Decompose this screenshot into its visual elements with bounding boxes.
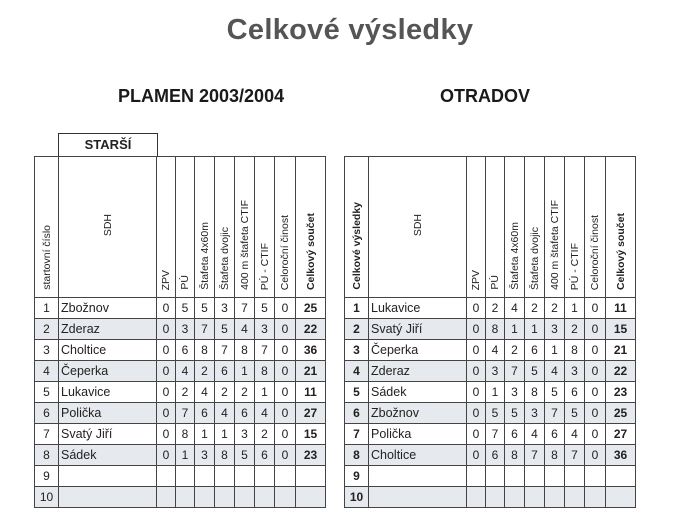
results-table-start-order (34, 156, 326, 508)
table-cell: 2 (545, 298, 565, 319)
table-cell: 0 (275, 445, 296, 466)
venue-name: OTRADOV (440, 86, 530, 106)
table-cell: 7 (235, 298, 255, 319)
table-cell: 22 (606, 361, 636, 382)
column-header-label: Štafeta dvojic (218, 226, 231, 290)
table-cell: 1 (486, 382, 505, 403)
table-cell: 7 (545, 403, 565, 424)
table-cell: 6 (35, 403, 59, 424)
table-cell: 8 (35, 445, 59, 466)
table-cell: 0 (275, 298, 296, 319)
column-header-label: ZPV (470, 269, 482, 290)
table-row (35, 319, 326, 340)
table-cell: 5 (195, 298, 215, 319)
column-header (176, 157, 195, 298)
table-cell: 4 (545, 361, 565, 382)
table-cell: 0 (157, 382, 176, 403)
table-cell: 3 (486, 361, 505, 382)
table-cell: 0 (275, 403, 296, 424)
table-cell: 2 (195, 361, 215, 382)
column-header (467, 157, 486, 298)
table-cell: 7 (215, 340, 235, 361)
column-header (275, 157, 296, 298)
column-header-label: Štafeta dvojic (528, 226, 541, 290)
table-row (35, 382, 326, 403)
table-cell: 23 (606, 382, 636, 403)
table-cell: 4 (35, 361, 59, 382)
table-cell: 1 (35, 298, 59, 319)
table-cell: 3 (215, 298, 235, 319)
table-cell (195, 487, 215, 508)
table-cell (606, 466, 636, 487)
table-cell: 5 (486, 403, 505, 424)
table-cell: 9 (345, 466, 369, 487)
table-cell: 0 (275, 340, 296, 361)
table-row (35, 403, 326, 424)
table-cell: 2 (235, 382, 255, 403)
table-cell: 5 (255, 298, 275, 319)
table-cell (369, 466, 467, 487)
table-cell: 0 (467, 445, 486, 466)
column-header-label: startovní číslo (40, 225, 53, 290)
table-row (345, 487, 636, 508)
table-cell: 2 (176, 382, 195, 403)
table-cell: 4 (195, 382, 215, 403)
table-cell: 2 (345, 319, 369, 340)
table-cell: 2 (486, 298, 505, 319)
table-cell: 6 (235, 403, 255, 424)
column-header-label: PÚ (179, 275, 191, 290)
table-cell: 0 (157, 298, 176, 319)
table-cell (275, 487, 296, 508)
table-cell: 0 (275, 361, 296, 382)
table-cell: 1 (525, 319, 545, 340)
table-cell: 3 (545, 319, 565, 340)
table-cell: 22 (296, 319, 326, 340)
table-cell (505, 487, 525, 508)
table-cell: 1 (545, 340, 565, 361)
table-cell: 3 (195, 445, 215, 466)
table-cell: 5 (35, 382, 59, 403)
table-cell: 5 (345, 382, 369, 403)
column-header (255, 157, 275, 298)
table-cell (545, 487, 565, 508)
table-cell: 8 (235, 340, 255, 361)
table-cell: 6 (545, 424, 565, 445)
table-cell: 7 (176, 403, 195, 424)
table-cell (235, 466, 255, 487)
table-cell: 0 (157, 424, 176, 445)
table-cell: 21 (606, 340, 636, 361)
table-cell: 36 (296, 340, 326, 361)
table-cell: 0 (157, 340, 176, 361)
table-cell (215, 466, 235, 487)
column-header-label: Štafeta 4x60m (198, 222, 211, 290)
table-cell: 27 (296, 403, 326, 424)
table-row (345, 466, 636, 487)
column-header (585, 157, 606, 298)
table-cell: Čeperka (59, 361, 157, 382)
table-cell (157, 487, 176, 508)
table-cell: 1 (235, 361, 255, 382)
table-cell: 3 (525, 403, 545, 424)
table-cell: 7 (525, 445, 545, 466)
table-cell: 8 (525, 382, 545, 403)
table-cell: 8 (545, 445, 565, 466)
table-cell: 0 (275, 382, 296, 403)
table-cell: Zderaz (59, 319, 157, 340)
table-cell: 3 (35, 340, 59, 361)
competition-name: PLAMEN 2003/2004 (118, 86, 285, 106)
column-header-label: SDH (411, 214, 424, 237)
table-cell: 5 (215, 319, 235, 340)
table-cell: 2 (35, 319, 59, 340)
column-header (545, 157, 565, 298)
table-cell (59, 466, 157, 487)
table-cell: 6 (565, 382, 585, 403)
table-cell: 25 (296, 298, 326, 319)
table-cell: 3 (565, 361, 585, 382)
column-header-label: Celoroční činost (279, 214, 291, 290)
table-cell (505, 466, 525, 487)
table-cell (467, 487, 486, 508)
table-cell: 0 (467, 424, 486, 445)
table-cell: 1 (255, 382, 275, 403)
table-cell: 0 (467, 340, 486, 361)
table-cell: 1 (505, 319, 525, 340)
table-cell: 0 (467, 382, 486, 403)
column-header-label: PÚ (489, 275, 501, 290)
table-cell: 10 (345, 487, 369, 508)
column-header (296, 157, 326, 298)
table-cell: 8 (215, 445, 235, 466)
table-cell: 0 (157, 403, 176, 424)
table-cell: 8 (176, 424, 195, 445)
column-header (215, 157, 235, 298)
table-cell: 2 (255, 424, 275, 445)
table-cell: Svatý Jiří (369, 319, 467, 340)
table-cell: 0 (585, 445, 606, 466)
table-cell: 3 (505, 382, 525, 403)
table-cell: 1 (176, 445, 195, 466)
table-cell: 8 (345, 445, 369, 466)
table-cell: 7 (195, 319, 215, 340)
table-cell (585, 487, 606, 508)
table-cell: 11 (296, 382, 326, 403)
table-cell: 21 (296, 361, 326, 382)
table-cell: 8 (195, 340, 215, 361)
table-cell (215, 487, 235, 508)
table-cell: 6 (195, 403, 215, 424)
table-cell: Čeperka (369, 340, 467, 361)
table-cell: 0 (467, 361, 486, 382)
table-cell: 0 (157, 361, 176, 382)
table-cell: 27 (606, 424, 636, 445)
table-cell: 8 (255, 361, 275, 382)
column-header (35, 157, 59, 298)
table-cell: Lukavice (59, 382, 157, 403)
results-table-overall (344, 156, 636, 508)
table-cell: 36 (606, 445, 636, 466)
table-cell: 2 (525, 298, 545, 319)
table-cell: 25 (606, 403, 636, 424)
table-cell: 3 (176, 319, 195, 340)
table-cell: Choltice (369, 445, 467, 466)
table-cell: 3 (345, 340, 369, 361)
table-cell (176, 466, 195, 487)
table-row (35, 361, 326, 382)
table-row (35, 298, 326, 319)
table-cell (565, 466, 585, 487)
table-cell: 7 (486, 424, 505, 445)
table-row (345, 424, 636, 445)
table-cell: 1 (565, 298, 585, 319)
table-cell (195, 466, 215, 487)
column-header (345, 157, 369, 298)
column-header (157, 157, 176, 298)
table-cell: 9 (35, 466, 59, 487)
table-row (35, 340, 326, 361)
column-header (606, 157, 636, 298)
category-label: STARŠÍ (58, 133, 158, 156)
column-header (59, 157, 157, 298)
table-cell (235, 487, 255, 508)
column-header (505, 157, 525, 298)
table-cell: 0 (157, 319, 176, 340)
table-cell: 6 (345, 403, 369, 424)
column-header-label: Štafeta 4x60m (508, 222, 521, 290)
table-cell: 11 (606, 298, 636, 319)
table-cell: 7 (565, 445, 585, 466)
table-cell: 1 (215, 424, 235, 445)
table-cell (486, 466, 505, 487)
table-cell: 4 (525, 424, 545, 445)
table-cell: Lukavice (369, 298, 467, 319)
table-cell: 4 (486, 340, 505, 361)
column-header (486, 157, 505, 298)
table-cell: Sádek (369, 382, 467, 403)
table-cell (486, 487, 505, 508)
table-cell (255, 466, 275, 487)
table-cell: 6 (486, 445, 505, 466)
table-cell (296, 466, 326, 487)
table-row (35, 445, 326, 466)
table-cell: 1 (195, 424, 215, 445)
page-title: Celkové výsledky (226, 14, 474, 46)
column-header-label: PÚ - CTIF (568, 242, 581, 290)
column-header (195, 157, 215, 298)
column-header-label: ZPV (160, 269, 172, 290)
table-row (345, 403, 636, 424)
table-cell: 1 (345, 298, 369, 319)
table-cell: 0 (585, 340, 606, 361)
table-cell: 2 (215, 382, 235, 403)
table-cell: 6 (215, 361, 235, 382)
table-cell: 6 (525, 340, 545, 361)
column-header (525, 157, 545, 298)
table-cell: 2 (565, 319, 585, 340)
table-cell (606, 487, 636, 508)
table-cell: 5 (176, 298, 195, 319)
table-cell (525, 487, 545, 508)
table-cell (585, 466, 606, 487)
table-row (345, 445, 636, 466)
table-cell: Sádek (59, 445, 157, 466)
table-cell: 15 (606, 319, 636, 340)
table-cell: 6 (176, 340, 195, 361)
table-cell: 5 (545, 382, 565, 403)
table-cell (176, 487, 195, 508)
table-cell: 0 (467, 403, 486, 424)
column-header-label: Celkový součet (614, 212, 627, 290)
table-cell: 5 (505, 403, 525, 424)
table-cell: Polička (59, 403, 157, 424)
table-cell: 4 (345, 361, 369, 382)
table-row (35, 487, 326, 508)
table-row (35, 466, 326, 487)
table-row (35, 424, 326, 445)
column-header-label: Celoroční činost (589, 214, 601, 290)
table-cell: Polička (369, 424, 467, 445)
column-header (235, 157, 255, 298)
column-header-label: PÚ - CTIF (258, 242, 271, 290)
table-cell: 7 (255, 340, 275, 361)
table-cell: 8 (565, 340, 585, 361)
table-cell (275, 466, 296, 487)
column-header-label: 400 m štafeta CTIF (238, 200, 251, 290)
column-header-label: Celkové výsledky (350, 202, 363, 290)
table-cell (296, 487, 326, 508)
table-cell: 6 (505, 424, 525, 445)
table-cell (59, 487, 157, 508)
column-header (565, 157, 585, 298)
table-cell: 0 (275, 319, 296, 340)
table-cell: 0 (585, 403, 606, 424)
table-cell: 0 (585, 382, 606, 403)
table-row (345, 319, 636, 340)
table-row (345, 382, 636, 403)
table-cell: 0 (275, 424, 296, 445)
table-cell: 5 (235, 445, 255, 466)
table-cell (467, 466, 486, 487)
table-cell: 4 (565, 424, 585, 445)
table-cell: 5 (525, 361, 545, 382)
table-cell: 7 (505, 361, 525, 382)
table-cell: 7 (35, 424, 59, 445)
table-cell (565, 487, 585, 508)
column-header-label: SDH (101, 214, 114, 237)
table-row (345, 298, 636, 319)
table-cell (157, 466, 176, 487)
table-cell: 6 (255, 445, 275, 466)
table-cell: 0 (585, 361, 606, 382)
table-cell: 0 (585, 319, 606, 340)
table-cell: 7 (345, 424, 369, 445)
table-cell: 15 (296, 424, 326, 445)
table-cell: Svatý Jiří (59, 424, 157, 445)
table-cell: 2 (505, 340, 525, 361)
table-cell: Zderaz (369, 361, 467, 382)
table-cell (525, 466, 545, 487)
table-cell: 0 (467, 298, 486, 319)
table-cell: 0 (585, 298, 606, 319)
table-cell (255, 487, 275, 508)
table-cell: Choltice (59, 340, 157, 361)
table-cell: 4 (176, 361, 195, 382)
table-cell: 4 (505, 298, 525, 319)
table-cell: 0 (157, 445, 176, 466)
table-cell: 3 (255, 319, 275, 340)
table-row (345, 361, 636, 382)
table-cell (545, 466, 565, 487)
table-cell: 3 (235, 424, 255, 445)
table-cell: Zbožnov (59, 298, 157, 319)
column-header-label: Celkový součet (304, 212, 317, 290)
table-cell: 4 (235, 319, 255, 340)
table-cell: 8 (505, 445, 525, 466)
table-cell: 8 (486, 319, 505, 340)
table-cell: 0 (467, 319, 486, 340)
table-cell: 0 (585, 424, 606, 445)
table-cell: 4 (215, 403, 235, 424)
table-cell: 4 (255, 403, 275, 424)
table-cell: 5 (565, 403, 585, 424)
table-cell: 10 (35, 487, 59, 508)
table-cell: Zbožnov (369, 403, 467, 424)
column-header (369, 157, 467, 298)
column-header-label: 400 m štafeta CTIF (548, 200, 561, 290)
table-row (345, 340, 636, 361)
table-cell: 23 (296, 445, 326, 466)
table-cell (369, 487, 467, 508)
